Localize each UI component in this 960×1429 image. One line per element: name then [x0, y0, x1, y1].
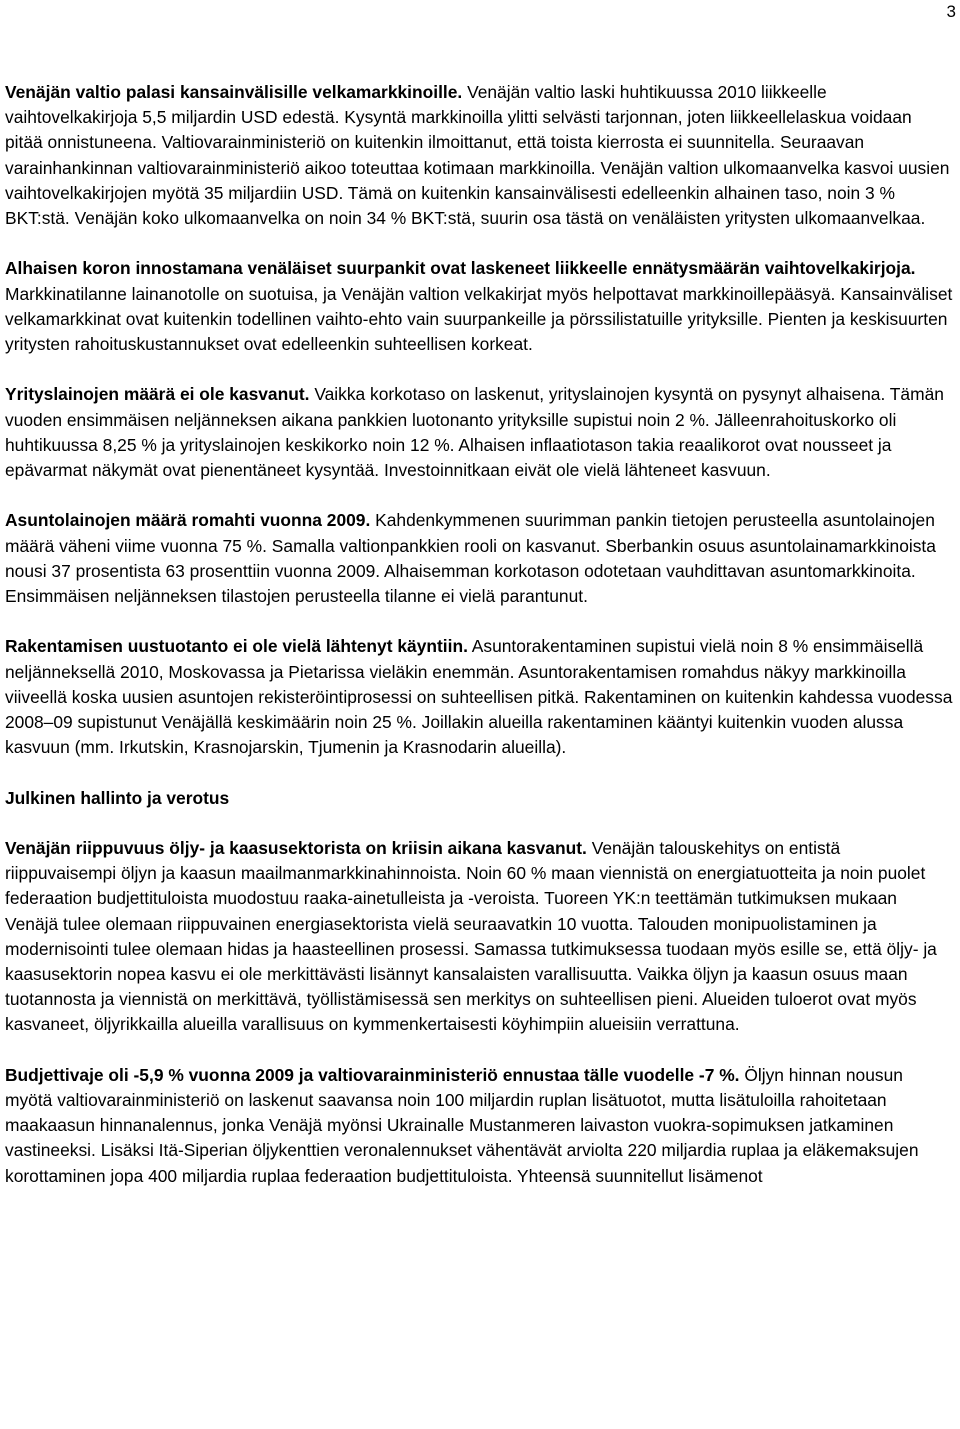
paragraph-energiariippuvuus: [5, 836, 953, 1038]
paragraph-text: Kahdenkymmenen suurimman pankin tietojen perusteella asuntolainojen määrä väheni viime vuonna 75 %. Samalla valtionpankkien rooli on kasvanut. Sberbankin osuus asuntolainamarkkinoista nousi 37 prosentista 63 prosenttiin vuonna 2009. Alhaisemman korkotason odotetaan vauhdittavan asuntomarkkinoita. Ensimmäisen neljänneksen tilastojen perusteella tilanne ei vielä parantunut.: [5, 510, 936, 607]
paragraph-yrityslainat: [5, 382, 953, 483]
paragraph-lead: Asuntolainojen määrä romahti vuonna 2009.: [5, 510, 371, 531]
page-number: 3: [946, 2, 956, 21]
paragraph-asuntolainat: [5, 508, 953, 609]
paragraph-lead: Yrityslainojen määrä ei ole kasvanut.: [5, 384, 310, 405]
paragraph-lead: Venäjän riippuvuus öljy- ja kaasusektorista on kriisin aikana kasvanut.: [5, 838, 587, 858]
document-body: [5, 80, 953, 1214]
paragraph-text: Asuntorakentaminen supistui vielä noin 8 % ensimmäisellä neljänneksellä 2010, Moskovassa ja Pietarissa vieläkin enemmän. Asuntorakentamisen romahdus näkyy markkinoilla viiveellä koska uusien asuntojen rekisteröintiprosessi on suhteellisen pitkä. Rakentaminen on kuitenkin kahdessa vuodessa 2008–09 supistunut Venäjällä keskimäärin noin 25 %. Joillakin alueilla rakentaminen kääntyi kuitenkin vuoden alussa kasvuun (mm. Irkutskin, Krasnojarskin, Tjumenin ja Krasnodarin alueilla).: [5, 636, 953, 758]
paragraph-text: Venäjän valtio laski huhtikuussa 2010 liikkeelle vaihtovelkakirjoja 5,5 miljardin USD edestä. Kysyntä markkinoilla ylitti selvästi tarjonnan, joten liikkeellelaskua voidaan pitää onnistuneena. Valtiovarainministeriö on kuitenkin ilmoittanut, että toista kierrosta ei suunnitella. Seuraavan varainhankinnan valtiovarainministeriö aikoo toteuttaa kotimaan markkinoilla. Venäjän valtion ulkomaanvelka kasvoi uusien vaihtovelkakirjojen myötä 35 miljardiin USD. Tämä on kuitenkin kansainvälisesti edelleenkin alhainen taso, noin 3 % BKT:stä. Venäjän koko ulkomaanvelka on noin 34 % BKT:stä, suurin osa tästä on venäläisten yritysten ulkomaanvelkaa.: [5, 82, 950, 229]
section-heading: Julkinen hallinto ja verotus: [5, 787, 230, 808]
paragraph-text: Vaikka korkotaso on laskenut, yrityslainojen kysyntä on pysynyt alhaisena. Tämän vuoden ensimmäisen neljänneksen aikana pankkien luotonanto yrityksille supistui noin 2 %. Jälleenrahoituskorko oli huhtikuussa 8,25 % ja yrityslainojen keskikorko noin 12 %. Alhaisen inflaatiotason takia reaalikorot ovat nousseet ja epävarmat näkymät ovat pienentäneet kysyntää. Investoinnitkaan eivät ole vielä lähteneet kasvuun.: [5, 384, 944, 481]
paragraph-suurpankit: [5, 256, 953, 357]
paragraph-text: Venäjän talouskehitys on entistä riippuvaisempi öljyn ja kaasun maailmanmarkkinahinnoista. Noin 60 % maan viennistä on energiatuotteita ja noin puolet federaation budjettituloista muodostuu raaka-ainetulleista ja -veroista. Tuoreen YK:n teettämän tutkimuksen mukaan Venäjä tulee olemaan riippuvainen energiasektorista vielä seuraavatkin 10 vuotta. Talouden monipuolistaminen ja modernisointi tulee olemaan hidas ja haasteellinen prosessi. Samassa tutkimuksessa tuodaan myös esille se, että öljy- ja kaasusektorin nopea kasvu ei ole merkittävästi lisännyt kansalaisten varallisuutta. Vaikka öljyn ja kaasun osuus maan tuotannosta ja viennistä on merkittävä, työllistämisessä sen merkitys on suhteellisen pieni. Alueiden tuloerot ovat myös kasvaneet, öljyrikkailla alueilla varallisuus on kymmenkertaisesti köyhimpiin alueisiin verrattuna.: [5, 838, 937, 1035]
paragraph-lead: Rakentamisen uustuotanto ei ole vielä lähtenyt käyntiin.: [5, 636, 468, 657]
paragraph-text: Öljyn hinnan nousun myötä valtiovarainministeriö on laskenut saavansa noin 100 miljardin ruplan lisätuotot, mutta lisätuloilla rahoitetaan maakaasun hinnanalennus, jonka Venäjä myönsi Ukrainalle Mustanmeren laivaston vuokra-sopimuksen jatkaminen vastineeksi. Lisäksi Itä-Siperian öljykenttien veronalennukset vähentävät arviolta 220 miljardia ruplaa ja eläkemaksujen korottaminen jopa 400 miljardia ruplaa federaation budjettituloista. Yhteensä suunnitellut lisämenot: [5, 1064, 919, 1186]
paragraph-rakentaminen: [5, 634, 953, 760]
paragraph-lead: Venäjän valtio palasi kansainvälisille velkamarkkinoille.: [5, 82, 463, 102]
paragraph-lead: Alhaisen koron innostamana venäläiset suurpankit ovat laskeneet liikkeelle ennätysmäärän vaihtovelkakirjoja.: [5, 258, 916, 279]
paragraph-velkamarkkinat: [5, 80, 953, 231]
paragraph-lead: Budjettivaje oli -5,9 % vuonna 2009 ja valtiovarainministeriö ennustaa tälle vuodelle -7 %.: [5, 1064, 740, 1085]
paragraph-budjettivaje: [5, 1063, 953, 1189]
paragraph-text: Markkinatilanne lainanotolle on suotuisa, ja Venäjän valtion velkakirjat myös helpottavat markkinoillepääsyä. Kansainväliset velkamarkkinat ovat kuitenkin todellinen vaihto-ehto vain suurpankeille ja pörssilistatuille yrityksille. Pienten ja keskisuurten yritysten rahoituskustannukset ovat edelleenkin suhteellisen korkeat.: [5, 283, 953, 355]
